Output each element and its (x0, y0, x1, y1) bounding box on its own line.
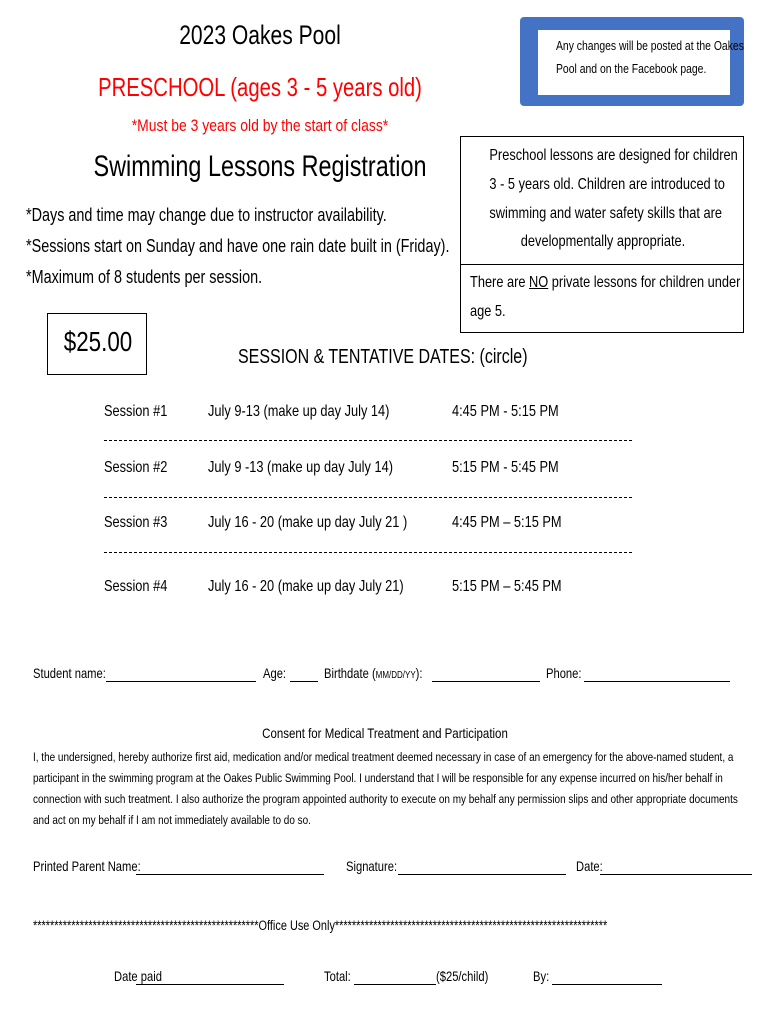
private-note-emphasis: NO (529, 274, 549, 291)
info-line: developmentally appropriate. (520, 233, 686, 250)
session-time[interactable]: 4:45 PM – 5:15 PM (452, 514, 562, 531)
printed-parent-name-label: Printed Parent Name: (33, 858, 141, 874)
total-field[interactable] (354, 984, 436, 985)
total-label: Total: (324, 968, 351, 984)
session-divider (104, 440, 632, 441)
session-heading: SESSION & TENTATIVE DATES: (circle) (238, 346, 528, 368)
session-dates[interactable]: July 16 - 20 (make up day July 21) (208, 578, 404, 595)
age-field[interactable] (290, 681, 318, 682)
per-child-note: ($25/child) (436, 968, 489, 984)
note-max-students: *Maximum of 8 students per session. (26, 267, 263, 287)
changes-notice-box (520, 17, 744, 106)
info-divider (461, 264, 743, 265)
student-name-field[interactable] (106, 681, 256, 682)
changes-notice-line: Any changes will be posted at the Oakes (556, 38, 744, 53)
birthdate-label-text: Birthdate ( (324, 665, 376, 681)
session-dates[interactable]: July 9-13 (make up day July 14) (208, 403, 390, 420)
page-title: 2023 Oakes Pool (179, 20, 341, 50)
consent-body: I, the undersigned, hereby authorize first aid, medication and/or medical treatment deemed necessary in case of an emergency for the above-named student, a participant in the swimming program at the Oakes Public Swimming Pool. I understand that I will be responsible for any expense incurred on his/her behalf in connection with such treatment. I also authorize the program appointed authority to execute on my behalf any permission slips and other appropriate documents and act on my behalf if I am not immediately available to do so. (33, 750, 738, 827)
session-time[interactable]: 4:45 PM - 5:15 PM (452, 403, 559, 420)
info-line: Preschool lessons are designed for children (489, 147, 738, 164)
private-lessons-note (470, 274, 740, 292)
by-field[interactable] (552, 984, 662, 985)
program-subtitle: PRESCHOOL (ages 3 - 5 years old) (98, 72, 422, 102)
session-time[interactable]: 5:15 PM – 5:45 PM (452, 578, 562, 595)
student-name-label: Student name: (33, 665, 106, 681)
birthdate-label (324, 665, 423, 681)
private-note-text: There are (470, 274, 530, 291)
note-sessions-start: *Sessions start on Sunday and have one rain date built in (Friday). (26, 236, 450, 256)
phone-label: Phone: (546, 665, 582, 681)
program-info-box (460, 136, 744, 333)
info-line: 3 - 5 years old. Children are introduced to (489, 176, 725, 193)
session-name[interactable]: Session #1 (104, 403, 168, 420)
private-note-text: private lessons for children under (548, 274, 741, 291)
by-label: By: (533, 968, 550, 984)
date-paid-label: Date paid (114, 968, 162, 984)
registration-title: Swimming Lessons Registration (93, 150, 427, 183)
session-time[interactable]: 5:15 PM - 5:45 PM (452, 459, 559, 476)
private-lessons-note-line2: age 5. (470, 303, 506, 320)
date-field[interactable] (600, 874, 752, 875)
note-days-time: *Days and time may change due to instructor availability. (26, 205, 387, 225)
signature-field[interactable] (398, 874, 566, 875)
birthdate-format: MM/DD/YY (375, 670, 416, 681)
price-amount: $25.00 (63, 326, 133, 357)
session-name[interactable]: Session #4 (104, 578, 168, 595)
session-name[interactable]: Session #2 (104, 459, 168, 476)
price-box (47, 313, 147, 375)
session-dates[interactable]: July 16 - 20 (make up day July 21 ) (208, 514, 408, 531)
office-use-banner: *****************************************************Office Use Only**************************************************************** (33, 918, 608, 933)
printed-parent-name-field[interactable] (136, 874, 324, 875)
phone-field[interactable] (584, 681, 730, 682)
changes-notice-text (538, 30, 744, 95)
session-divider (104, 497, 632, 498)
consent-title: Consent for Medical Treatment and Participation (262, 725, 508, 741)
signature-label: Signature: (346, 858, 398, 874)
session-name[interactable]: Session #3 (104, 514, 168, 531)
session-divider (104, 552, 632, 553)
changes-notice-line: Pool and on the Facebook page. (556, 61, 707, 76)
birthdate-field[interactable] (432, 681, 540, 682)
session-dates[interactable]: July 9 -13 (make up day July 14) (208, 459, 393, 476)
age-label: Age: (263, 665, 287, 681)
date-paid-field[interactable] (136, 984, 284, 985)
birthdate-label-close: ): (415, 665, 423, 681)
info-line: swimming and water safety skills that are (489, 205, 723, 222)
age-requirement-note: *Must be 3 years old by the start of class* (131, 116, 389, 135)
date-label: Date: (576, 858, 603, 874)
